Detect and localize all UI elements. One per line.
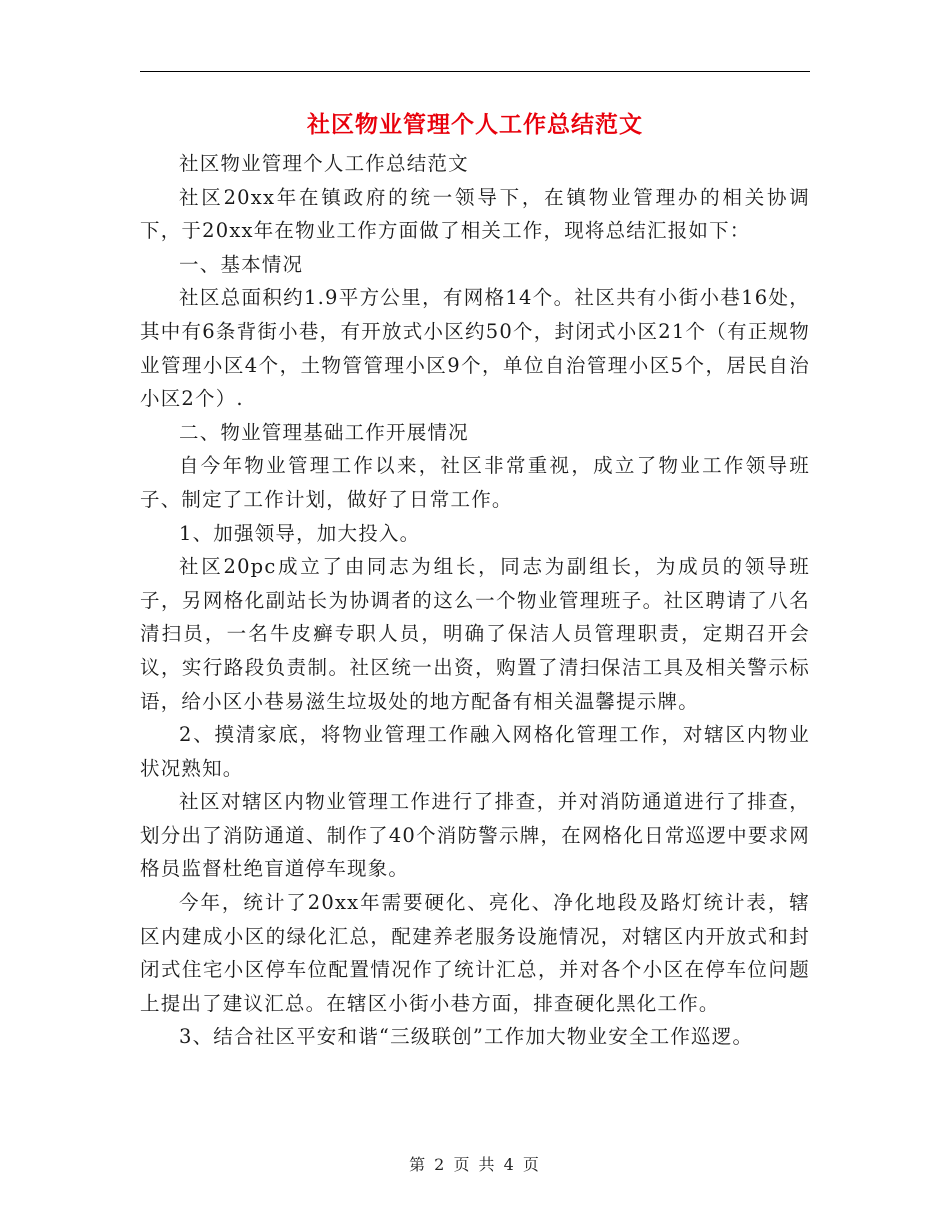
header-rule	[140, 71, 810, 72]
page-number: 第 2 页 共 4 页	[409, 1155, 541, 1174]
body-paragraph: 社区20xx年在镇政府的统一领导下，在镇物业管理办的相关协调下，于20xx年在物业工作方面做了相关工作，现将总结汇报如下：	[140, 185, 810, 243]
section-heading: 一、基本情况	[179, 252, 304, 276]
subsection-heading: 2、摸清家底，将物业管理工作融入网格化管理工作，对辖区内物业状况熟知。	[140, 723, 810, 780]
body-paragraph: 自今年物业管理工作以来，社区非常重视，成立了物业工作领导班子、制定了工作计划，做好了日常工作。	[140, 454, 810, 511]
body-paragraph: 社区物业管理个人工作总结范文	[179, 152, 469, 175]
body-paragraph: 社区对辖区内物业管理工作进行了排查，并对消防通道进行了排查，划分出了消防通道、制作了40个消防警示牌，在网格化日常巡逻中要求网格员监督杜绝盲道停车现象。	[140, 790, 810, 881]
body-paragraph: 今年，统计了20xx年需要硬化、亮化、净化地段及路灯统计表，辖区内建成小区的绿化汇总，配建养老服务设施情况，对辖区内开放式和封闭式住宅小区停车位配置情况作了统计汇总，并对各个小区在停车位问题上提出了建议汇总。在辖区小街小巷方面，排查硬化黑化工作。	[140, 891, 810, 1015]
subsection-heading: 3、结合社区平安和谐“三级联创”工作加大物业安全工作巡逻。	[179, 1025, 754, 1049]
subsection-heading: 1、加强领导，加大投入。	[179, 521, 421, 545]
document-title: 社区物业管理个人工作总结范文	[307, 112, 643, 138]
document-body	[140, 147, 810, 1054]
body-paragraph: 社区20pc成立了由同志为组长，同志为副组长，为成员的领导班子，另网格化副站长为协调者的这么一个物业管理班子。社区聘请了八名清扫员，一名牛皮癣专职人员，明确了保洁人员管理职责，定期召开会议，实行路段负责制。社区统一出资，购置了清扫保洁工具及相关警示标语，给小区小巷易滋生垃圾处的地方配备有相关温馨提示牌。	[140, 555, 810, 713]
body-paragraph: 社区总面积约1.9平方公里，有网格14个。社区共有小街小巷16处，其中有6条背街小巷，有开放式小区约50个，封闭式小区21个（有正规物业管理小区4个，土物管管理小区9个，单位自治管理小区5个，居民自治小区2个）.	[140, 286, 810, 411]
section-heading: 二、物业管理基础工作开展情况	[179, 420, 469, 444]
